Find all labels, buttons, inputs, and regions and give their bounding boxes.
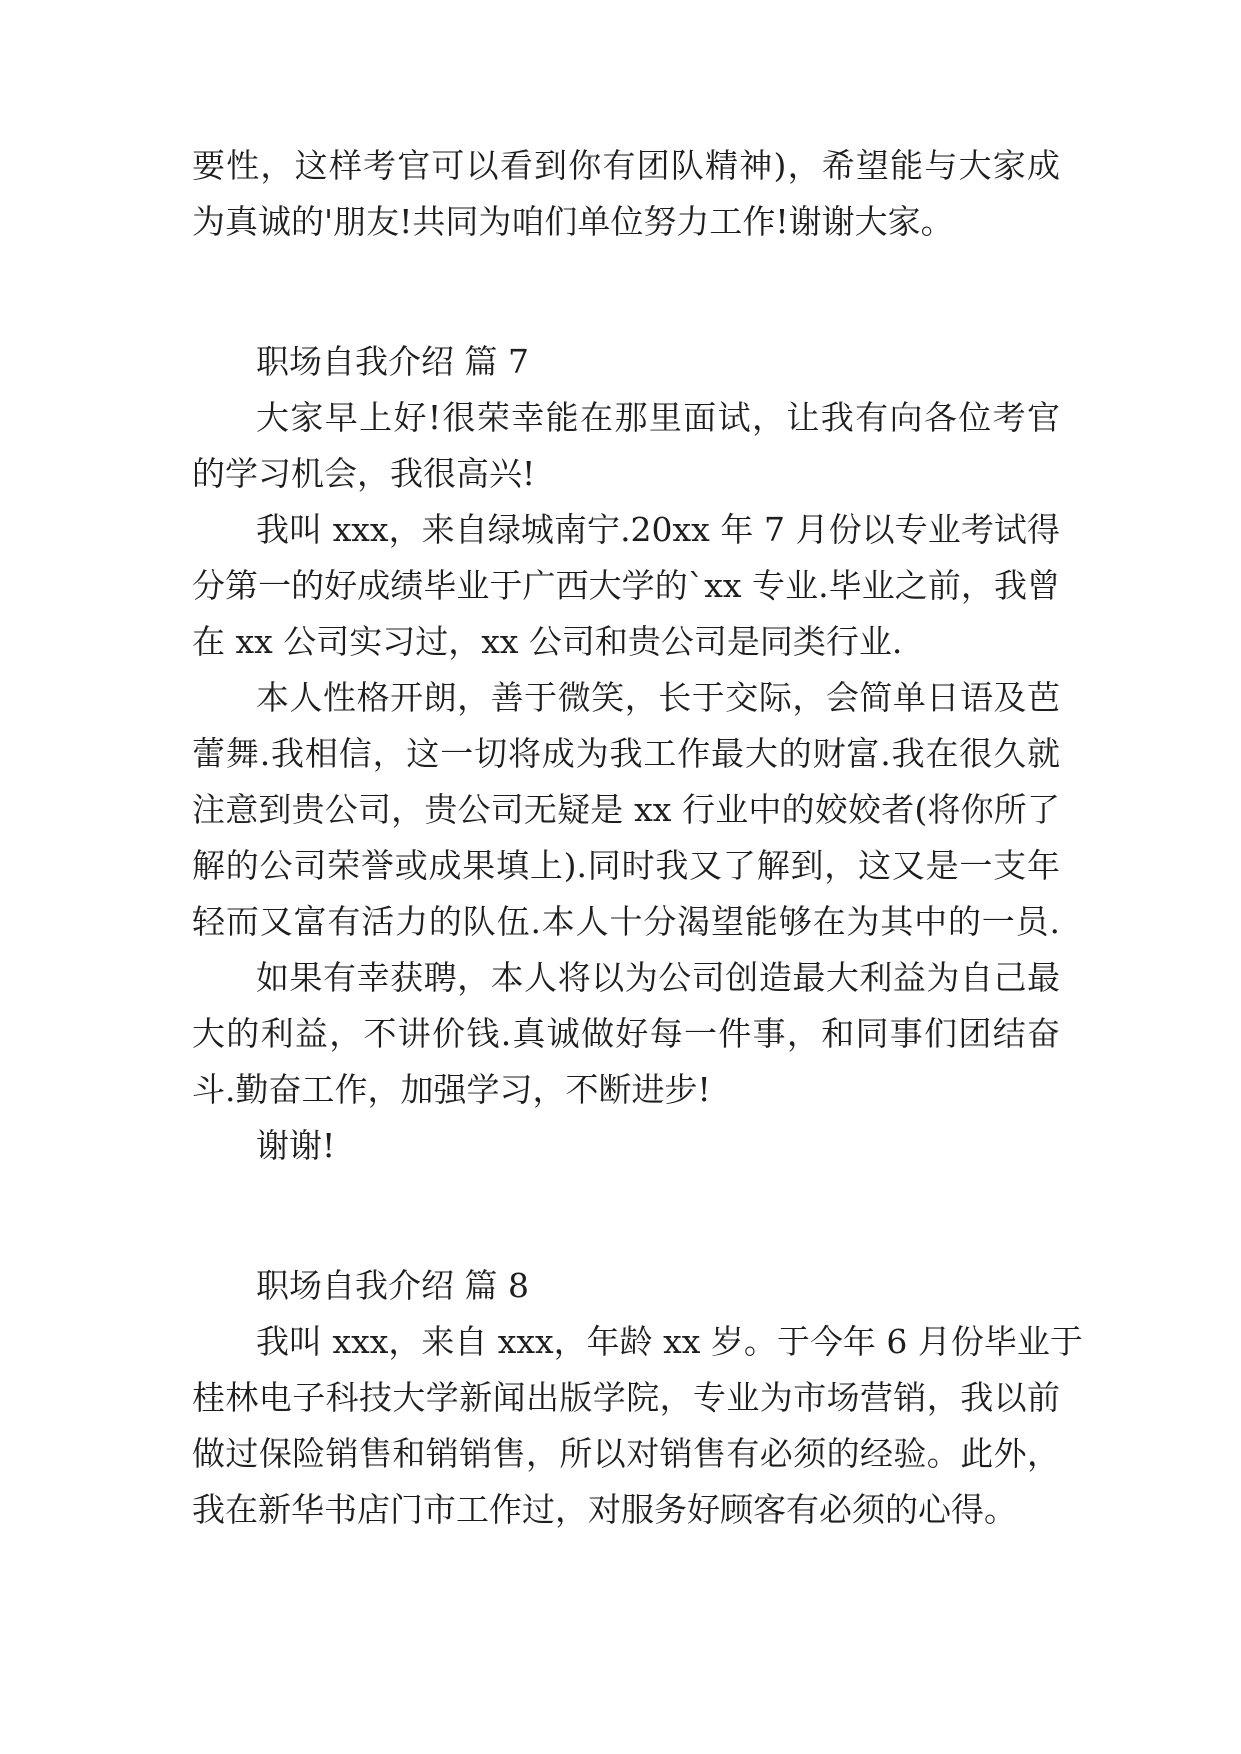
paragraph-line: 如果有幸获聘，本人将以为公司创造最大利益为自己最 [256, 958, 1060, 997]
paragraph-line: 在 xx 公司实习过，xx 公司和贵公司是同类行业. [192, 622, 903, 661]
paragraph-line: 大家早上好!很荣幸能在那里面试，让我有向各位考官 [256, 398, 1060, 437]
paragraph-line: 解的公司荣誉或成果填上).同时我又了解到，这又是一支年 [192, 846, 1060, 885]
paragraph-line: 轻而又富有活力的队伍.本人十分渴望能够在为其中的一员. [192, 902, 1060, 941]
paragraph-line: 为真诚的'朋友!共同为咱们单位努力工作!谢谢大家。 [192, 202, 954, 241]
paragraph-line: 分第一的好成绩毕业于广西大学的`xx 专业.毕业之前，我曾 [192, 566, 1060, 605]
paragraph-line: 蕾舞.我相信，这一切将成为我工作最大的财富.我在很久就 [192, 734, 1060, 773]
section-heading: 职场自我介绍 篇 7 [256, 342, 529, 381]
paragraph-line: 本人性格开朗，善于微笑，长于交际，会简单日语及芭 [256, 678, 1060, 717]
paragraph-line: 桂林电子科技大学新闻出版学院，专业为市场营销，我以前 [192, 1378, 1060, 1417]
paragraph-line: 我叫 xxx，来自 xxx，年龄 xx 岁。于今年 6 月份毕业于 [256, 1322, 1083, 1361]
section-heading: 职场自我介绍 篇 8 [256, 1266, 529, 1305]
paragraph-line: 谢谢! [256, 1126, 336, 1165]
paragraph-line: 做过保险销售和销销售，所以对销售有必须的经验。此外， [192, 1434, 1060, 1473]
paragraph-line: 注意到贵公司，贵公司无疑是 xx 行业中的姣姣者(将你所了 [192, 790, 1060, 829]
paragraph-line: 我在新华书店门市工作过，对服务好顾客有必须的心得。 [192, 1490, 1017, 1529]
paragraph-line: 的学习机会，我很高兴! [192, 454, 536, 493]
paragraph-line: 斗.勤奋工作，加强学习，不断进步! [192, 1070, 711, 1109]
paragraph-line: 要性，这样考官可以看到你有团队精神)，希望能与大家成 [192, 146, 1060, 185]
paragraph-line: 我叫 xxx，来自绿城南宁.20xx 年 7 月份以专业考试得 [256, 510, 1060, 549]
paragraph-line: 大的利益，不讲价钱.真诚做好每一件事，和同事们团结奋 [192, 1014, 1060, 1053]
